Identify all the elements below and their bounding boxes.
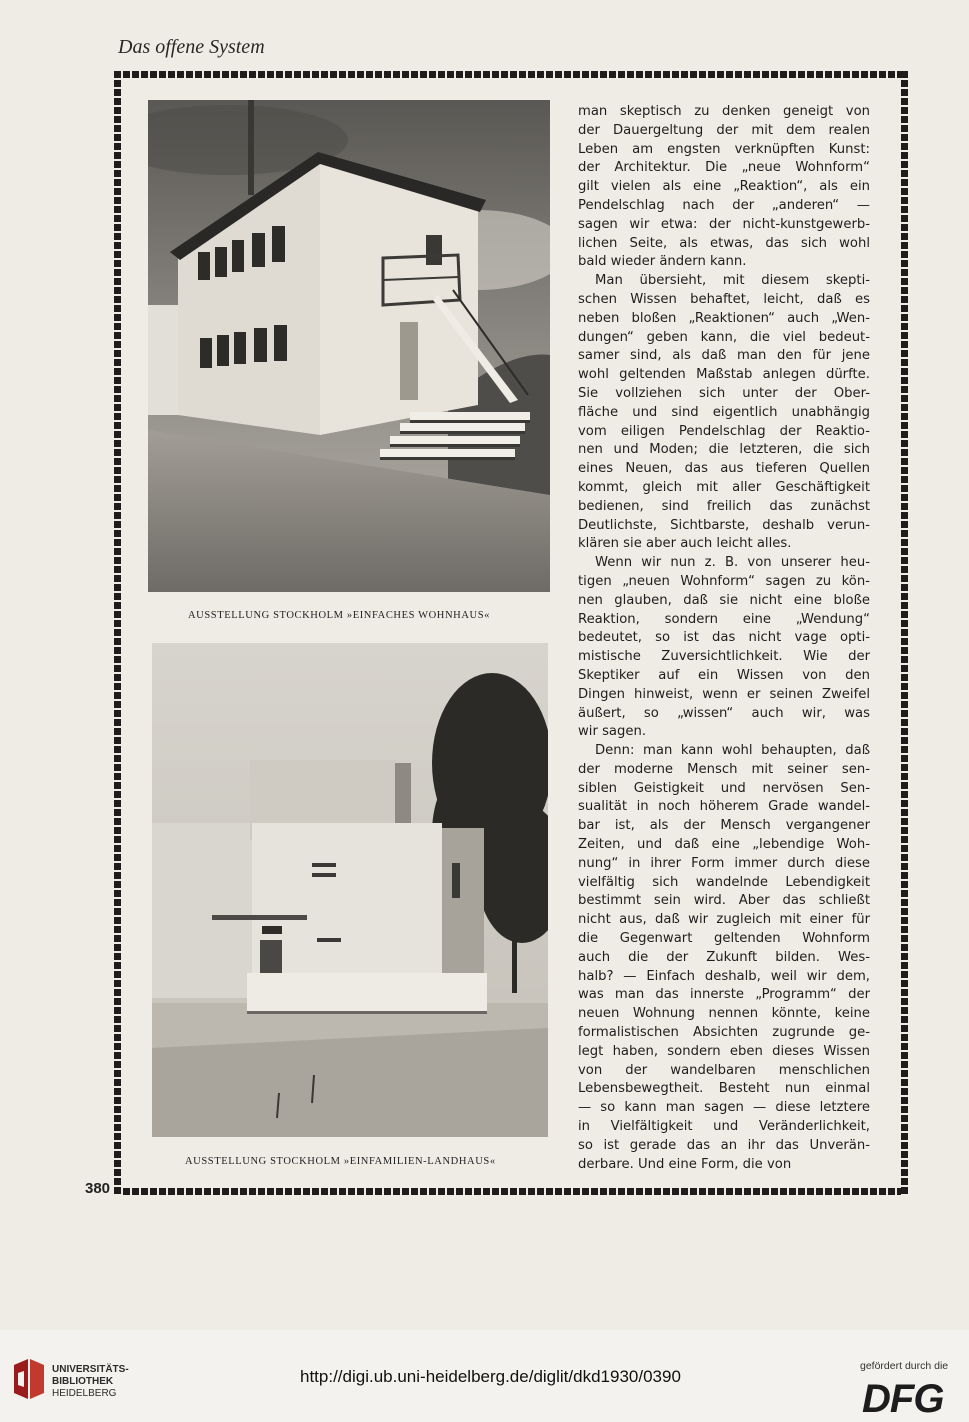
photo-einfamilien-landhaus bbox=[152, 643, 548, 1137]
body-text-line: was man das innerste „Programm“ der bbox=[578, 987, 870, 1003]
body-text-line: derbare. Und eine Form, die von bbox=[578, 1156, 792, 1172]
body-text-line: Dingen hinweist, wenn er seinen Zweifel bbox=[578, 686, 870, 702]
body-text-line: mistische Zuversichtlichkeit. Wie der bbox=[578, 649, 870, 665]
body-text-line: legt haben, sondern eben dieses Wissen bbox=[578, 1043, 870, 1059]
photo-caption-2: AUSSTELLUNG STOCKHOLM »EINFAMILIEN-LANDHAUS« bbox=[185, 1156, 496, 1167]
body-text-line: auch die der Zukunft bilden. Wes- bbox=[578, 949, 870, 965]
body-text-line: Leben am engsten verknüpften Kunst: bbox=[578, 141, 870, 157]
body-text-line: nicht aus, daß wir zugleich mit einer für bbox=[578, 912, 870, 928]
photo-caption-1: AUSSTELLUNG STOCKHOLM »EINFACHES WOHNHAUS« bbox=[188, 610, 491, 621]
body-text-line: wir sagen. bbox=[578, 724, 647, 740]
body-text-line: gilt vielen als eine „Reaktion“, als ein bbox=[578, 179, 870, 195]
body-text-line: siblen Geistigkeit und nervösen Sen- bbox=[578, 780, 870, 796]
library-city: HEIDELBERG bbox=[52, 1388, 117, 1399]
page-header: Das offene System bbox=[118, 36, 265, 58]
frame-right bbox=[901, 71, 908, 1195]
body-text-line: der Dauergeltung der mit dem realen bbox=[578, 122, 870, 138]
body-text-line: Pendelschlag nach der „anderen“ — bbox=[578, 197, 870, 213]
body-text-line: halb? — Einfach deshalb, weil wir dem, bbox=[578, 968, 870, 984]
body-text-line: tigen „neuen Wohnform“ sagen zu kön- bbox=[578, 573, 870, 589]
body-text-line: Reaktion, sondern eine „Wendung“ bbox=[578, 611, 870, 627]
body-text-line: der Architektur. Die „neue Wohnform“ bbox=[578, 160, 870, 176]
photo-einfaches-wohnhaus bbox=[148, 100, 550, 592]
body-text-line: bedienen, sind freilich das zunächst bbox=[578, 498, 870, 514]
body-text-line: der moderne Mensch mit seiner sen- bbox=[578, 761, 870, 777]
body-text-line: dungen“ geben kann, die viel bedeut- bbox=[578, 329, 870, 345]
body-text-line: bedeutet, so ist das nicht vage opti- bbox=[578, 630, 870, 646]
body-text-line: eines Neuen, das aus tieferen Quellen bbox=[578, 461, 870, 477]
dfg-logo: DFG bbox=[862, 1377, 944, 1421]
body-text-line: Denn: man kann wohl behaupten, daß bbox=[595, 743, 870, 759]
body-text-line: Lebensbewegtheit. Besteht nun einmal bbox=[578, 1081, 870, 1097]
body-text-line: neben bloßen „Reaktionen“ auch „Wen- bbox=[578, 310, 870, 326]
body-text-line: vom eiligen Pendelschlag der Reaktio- bbox=[578, 423, 870, 439]
source-url-link[interactable]: http://digi.ub.uni-heidelberg.de/diglit/dkd1930/0390 bbox=[300, 1367, 681, 1386]
body-text-line: die Gegenwart geltenden Wohnform bbox=[578, 931, 870, 947]
body-text-line: schen Wissen behaftet, leicht, daß es bbox=[578, 291, 870, 307]
university-library-logo-icon bbox=[12, 1359, 46, 1403]
body-text-line: sagen wir etwa: der nicht-kunstgewerb- bbox=[578, 216, 870, 232]
body-text-line: nen glauben, daß sie nicht eine bloße bbox=[578, 592, 870, 608]
body-text-line: nung“ in ihrer Form immer durch diese bbox=[578, 855, 870, 871]
body-text-line: Skeptiker auf ein Wissen von den bbox=[578, 667, 870, 683]
page-number: 380 bbox=[85, 1180, 111, 1197]
body-text-line: — so kann man sagen — diese letztere bbox=[578, 1100, 870, 1116]
body-text-line: sualität in noch höherem Grade wandel- bbox=[578, 799, 870, 815]
library-name-line-2: BIBLIOTHEK bbox=[52, 1376, 114, 1387]
funder-note: gefördert durch die bbox=[860, 1360, 949, 1372]
library-name bbox=[52, 1364, 129, 1400]
body-text-line: formalistischen Absichten zugrunde ge- bbox=[578, 1025, 870, 1041]
body-text-line: kommt, gleich mit aller Geschäftigkeit bbox=[578, 479, 870, 495]
body-text-line: lichen Seite, als etwas, das sich wohl bbox=[578, 235, 870, 251]
body-text-line: bar ist, als der Mensch vergangener bbox=[578, 818, 870, 834]
body-text-line: samer sind, als daß man den für jene bbox=[578, 348, 870, 364]
body-text-line: neuen Wohnung nennen könnte, keine bbox=[578, 1006, 870, 1022]
body-text-line: klären sie aber auch leicht alles. bbox=[578, 536, 792, 552]
body-text-line: von der wandelbaren menschlichen bbox=[578, 1062, 870, 1078]
frame-left bbox=[114, 71, 121, 1195]
body-text-line: Zeiten, und daß eine „lebendige Woh- bbox=[578, 837, 870, 853]
body-text-line: wohl geltenden Maßstab anlegen dürfte. bbox=[578, 367, 870, 383]
body-text-line: Deutlichste, Sichtbarste, deshalb verun- bbox=[578, 517, 870, 533]
body-text-column bbox=[578, 103, 870, 1174]
body-text-line: Sie vollziehen sich unter der Ober- bbox=[578, 385, 870, 401]
body-text-line: Wenn wir nun z. B. von unserer heu- bbox=[595, 555, 870, 571]
library-name-line-1: UNIVERSITÄTS- bbox=[52, 1364, 129, 1375]
body-text-line: fläche und sind eigentlich unabhängig bbox=[578, 404, 870, 420]
body-text-line: bald wieder ändern kann. bbox=[578, 254, 747, 270]
body-text-line: äußert, so „wissen“ auch wir, was bbox=[578, 705, 870, 721]
body-text-line: vielfältig sich wandelnde Lebendigkeit bbox=[578, 874, 870, 890]
body-text-line: man skeptisch zu denken geneigt von bbox=[578, 104, 870, 119]
body-text-line: so ist gerade das an ihr das Unverän- bbox=[578, 1137, 870, 1153]
body-text-line: in Vielfältigkeit und Veränderlichkeit, bbox=[578, 1119, 870, 1135]
body-text-line: nen und Moden; die letzteren, die sich bbox=[578, 442, 870, 458]
body-text-line: Man übersieht, mit diesem skepti- bbox=[595, 273, 870, 289]
body-text-line: bestimmt sein wird. Aber das schließt bbox=[578, 893, 870, 909]
